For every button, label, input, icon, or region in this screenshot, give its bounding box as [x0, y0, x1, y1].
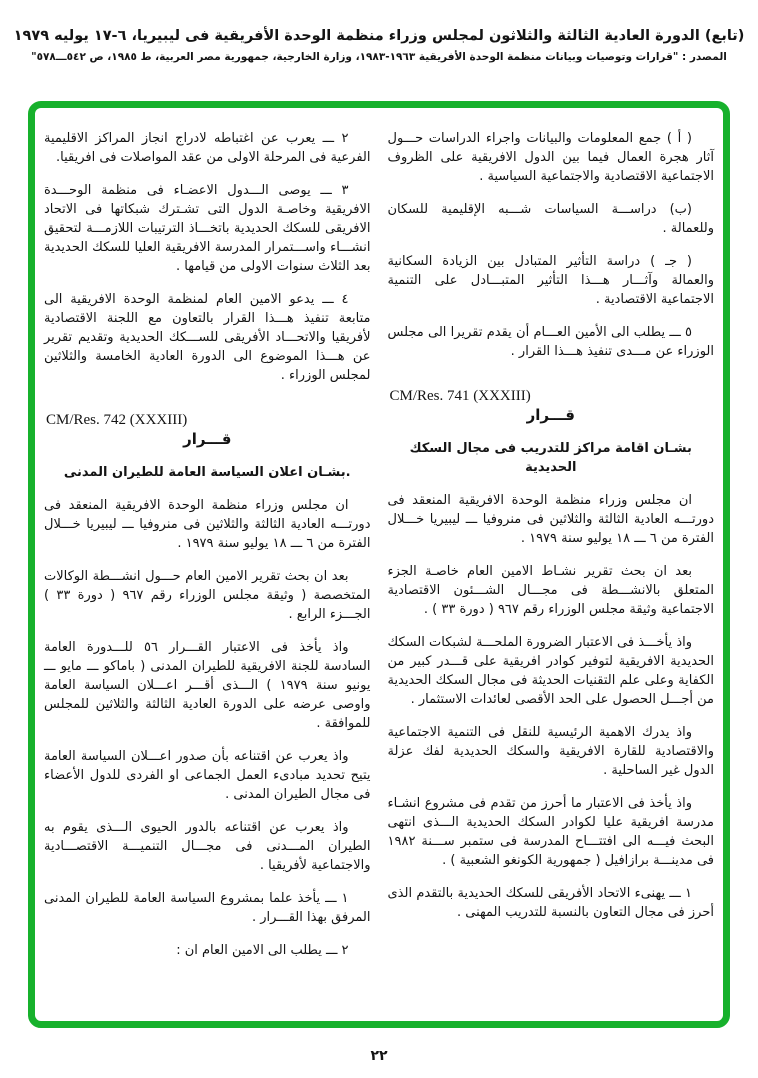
paragraph-741-3: واذ يأخـــذ فى الاعتبار الضرورة الملحـــة لشبكات السكك الحديدية الافريقية لتوفير كوادر افريقية على قـــدر كبير من الكفاية وعلى علم التقنيات الحديثة فى مجال السكك الحديدية من أجـــل الحصول على الحد الأقصى لعائدات الاستثمار .	[387, 635, 714, 707]
resolution-subject-742: .بشـان اعلان السياسة العامة للطيران المدنى	[63, 465, 351, 480]
paragraph-item-a: ( أ ) جمع المعلومات والبيانات واجراء الدراسات حـــول آثار هجرة العمال فيما بين الدول الافريقية على الظروف الاجتماعية الاقتصادية والاجتماعية السياسية .	[387, 131, 714, 184]
paragraph-741-2: بعد ان بحث تقرير نشـاط الامين العام خاصـة الجزء المتعلق بالانشـــطة فى مجـــال الشـــئون الاقتصادية الاجتماعية وثيقة مجلس الوزراء رقم ٩٦٧ ( دورة ٣٣ ) .	[387, 564, 714, 617]
two-column-layout	[44, 129, 714, 1021]
paragraph-item-5: ٥ ـــ يطلب الى الأمين العـــام أن يقدم تقريرا الى مجلس الوزراء عن مـــدى تنفيذ هـــذا القرار .	[387, 325, 714, 359]
paragraph-741-5: واذ يأخذ فى الاعتبار ما أحرز من تقدم فى مشروع انشـاء مدرسة افريقية عليا لكوادر السكك الحديدية الـــذى انتهى البحث فيـــه الى افتتـــاح المدرسة فى ستمبر ســـنة ١٩٨٢ فى مدينـــة برازافيل ( جمهورية الكونغو الشعبية ) .	[387, 796, 714, 868]
paragraph-item-3: ٣ ـــ يوصى الـــدول الاعضـاء فى منظمة الوحـــدة الافريقية وخاصـة الدول التى تشـترك شبكاتها فى الاتحاد الافريقى للسكك الحديدية باتخـــاذ الترتيبات اللازمـــة لتحقيق انشـــاء واســـتمرار المدرسة الافريقية العليا للسكك الحديدية بعد الثلاث سنوات الاولى من قيامها .	[44, 183, 371, 274]
paragraph-742-7: ٢ ـــ يطلب الى الامين العام ان :	[176, 943, 349, 958]
session-title: (تابع) الدورة العادية الثالثة والثلاثون لمجلس وزراء منظمة الوحدة الأفريقية فى ليبيريا، ٦-١٧ يوليه ١٩٧٩	[13, 28, 745, 44]
paragraph-741-4: واذ يدرك الاهمية الرئيسية للنقل فى التنمية الاجتماعية والاقتصادية للقارة الافريقية والسكك الحديدية لفك عزلة الدول غير الساحلية .	[387, 725, 714, 778]
source-citation: المصدر : "قرارات وتوصيات وبيانات منظمة الوحدة الأفريقية ١٩٦٣-١٩٨٣، وزارة الخارجية، جمهورية مصر العربية، ط ١٩٨٥، ص ٥٤٢ـــ٥٧٨"	[31, 51, 727, 63]
resolution-subject-741: بشـان اقامة مراكز للتدريب فى مجال السكك الحديدية	[409, 441, 692, 475]
green-border-frame	[28, 101, 730, 1028]
right-column	[388, 129, 715, 1021]
paragraph-item-b: (ب) دراســـة السياسات شـــبه الإقليمية للسكان وللعمالة .	[387, 202, 714, 236]
paragraph-item-4: ٤ ـــ يدعو الامين العام لمنظمة الوحدة الافريقية الى متابعة تنفيذ هـــذا القرار بالتعاون مع اللجنة الاقتصادية لأفريقيا والاتحـــاد الأفريقى للســـكك الحديدية وتقديم تقرير عن هـــذا الموضوع الى الدورة العادية الخامسة والثلاثين لمجلس الوزراء .	[44, 292, 371, 383]
paragraph-742-1: ان مجلس وزراء منظمة الوحدة الافريقية المنعقد فى دورتـــه العادية الثالثة والثلاثين فى منروفيا ـــ ليبيريا خـــلال الفترة من ٦ ـــ ١٨ يوليو سنة ١٩٧٩ .	[44, 498, 371, 551]
paragraph-item-j: ( جـ ) دراسة التأثير المتبادل بين الزيادة السكانية والعمالة وآثـــار هـــذا التأثير المتبـــادل على التنمية الاجتماعية الاقتصادية .	[387, 254, 714, 307]
page-header	[0, 0, 758, 63]
paragraph-742-6: ١ ـــ يأخذ علما بمشروع السياسة العامة للطيران المدنى المرفق بهذا القـــرار .	[44, 891, 371, 925]
paragraph-742-2: بعد ان بحث تقرير الامين العام حـــول انشـــطة الوكالات المتخصصة ( وثيقة مجلس الوزراء رقم ٩٦٧ ( دورة ٣٣ ) الجـــزء الرابع .	[44, 569, 371, 622]
resolution-heading-741: قـــرار	[526, 406, 575, 424]
paragraph-item-2: ٢ ـــ يعرب عن اغتباطه لادراج انجاز المراكز الاقليمية الفرعية فى المرحلة الاولى من عقد المواصلات فى افريقيا.	[44, 131, 371, 165]
paragraph-741-1: ان مجلس وزراء منظمة الوحدة الافريقية المنعقد فى دورتـــه العادية الثالثة والثلاثين فى منروفيا ـــ ليبيريا خـــلال الفترة من ٦ ـــ ١٨ يوليو سنة ١٩٧٩ .	[387, 493, 714, 546]
left-column	[44, 129, 371, 1021]
resolution-heading-742: قـــرار	[183, 430, 232, 448]
paragraph-741-6: ١ ـــ يهنىء الاتحاد الأفريقى للسكك الحديدية بالتقدم الذى أحرز فى مجال التعاون بالنسبة للتدريب المهنى .	[387, 886, 714, 920]
page-number: ٢٢	[370, 1048, 388, 1064]
paragraph-742-4: واذ يعرب عن اقتناعه بأن صدور اعـــلان السياسة العامة يتيح تحديد مبادىء العمل الجماعى او الفردى للدول الأعضاء فى مجال الطيران المدنى .	[44, 749, 371, 802]
resolution-code-741: CM/Res. 741 (XXXIII)	[389, 388, 531, 404]
paragraph-742-3: واذ يأخذ فى الاعتبار القـــرار ٥٦ للـــدورة العامة السادسة للجنة الافريقية للطيران المدنى ( باماكو ـــ مايو ـــ يونيو سنة ١٩٧٩ ) الـــذى أقـــر اعـــلان السياسة العامة واوصى عرضه على الدورة العادية الثالثة والثلاثين للمجلس للموافقة .	[44, 640, 371, 731]
paragraph-742-5: واذ يعرب عن اقتناعه بالدور الحيوى الـــذى يقوم به الطيران المـــدنى فى مجـــال التنميـــة الاقتصـــادية والاجتماعية لأفريقيا .	[44, 820, 371, 873]
resolution-code-742: CM/Res. 742 (XXXIII)	[46, 412, 188, 428]
